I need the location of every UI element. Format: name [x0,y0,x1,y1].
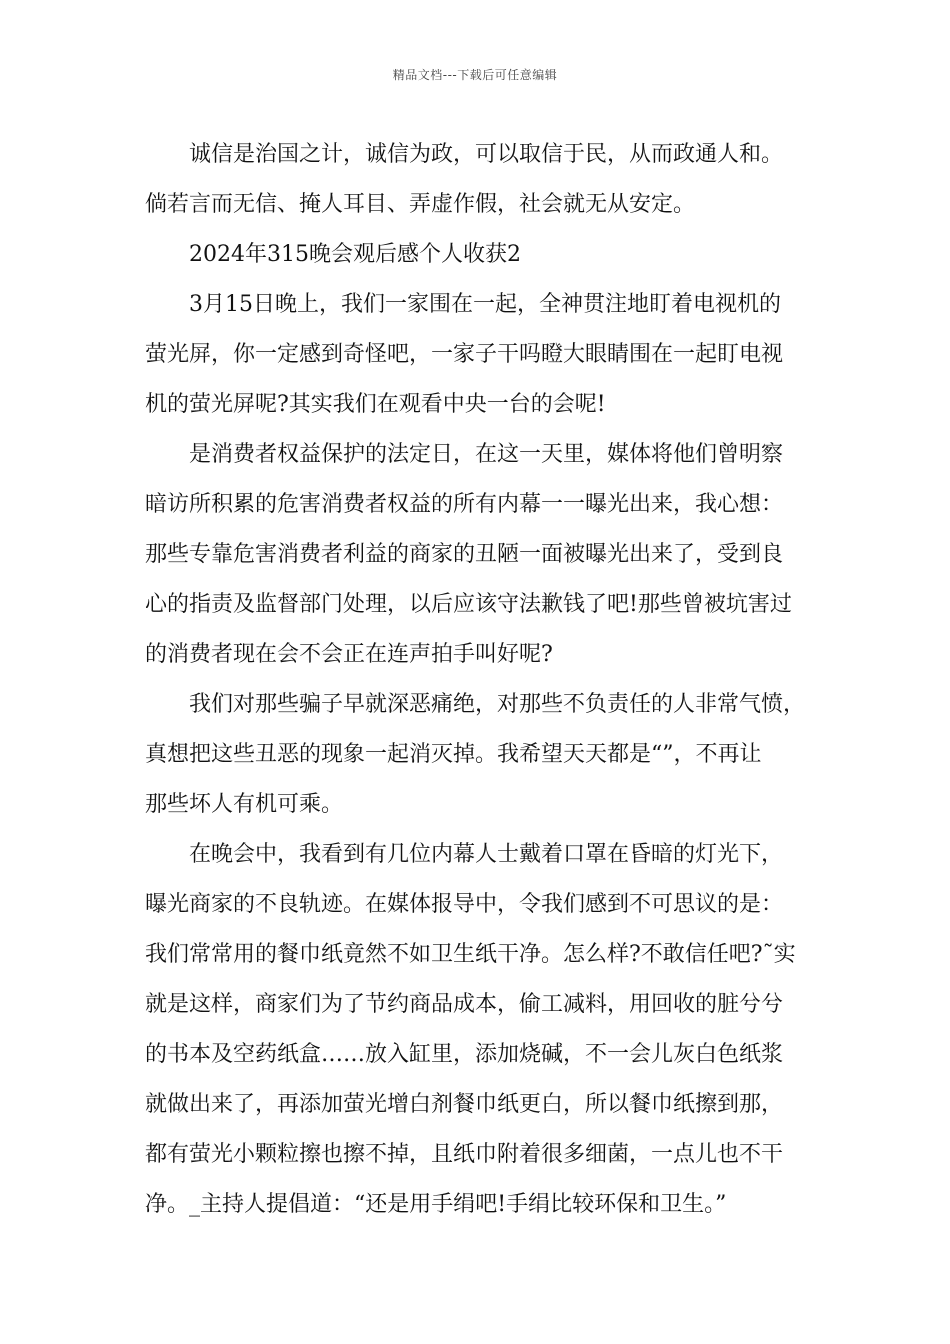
text-line: 净。_主持人提倡道：“还是用手绢吧!手绢比较环保和卫生。” [145,1192,727,1217]
text-line: 心的指责及监督部门处理，以后应该守法歉钱了吧!那些曾被坑害过 [145,592,792,617]
text-line: 的消费者现在会不会正在连声拍手叫好呢? [145,642,553,667]
text-line: 都有萤光小颗粒擦也擦不掉，且纸巾附着很多细菌，一点儿也不干 [145,1142,784,1167]
text-line: 的书本及空药纸盒……放入缸里，添加烧碱，不一会儿灰白色纸浆 [145,1042,784,1067]
text-line: 萤光屏，你一定感到奇怪吧，一家子干吗瞪大眼睛围在一起盯电视 [145,342,784,367]
text-line: 真想把这些丑恶的现象一起消灭掉。我希望天天都是“”，不再让 [145,742,762,767]
page-header: 精品文档---下载后可任意编辑 [392,68,558,82]
text-line: 倘若言而无信、掩人耳目、弄虚作假，社会就无从安定。 [145,192,696,217]
text-line: 诚信是治国之计，诚信为政，可以取信于民，从而政通人和。 [189,142,784,167]
text-line: 在晚会中，我看到有几位内幕人士戴着口罩在昏暗的灯光下， [189,842,784,867]
text-line: 那些坏人有机可乘。 [145,792,344,817]
text-line: 曝光商家的不良轨迹。在媒体报导中，令我们感到不可思议的是： [145,892,784,917]
text-line: 我们常常用的餐巾纸竟然不如卫生纸干净。怎么样?不敢信任吧?˜实 [145,942,796,967]
text-line: 就做出来了，再添加萤光增白剂餐巾纸更白，所以餐巾纸擦到那， [145,1092,784,1117]
text-line: 机的萤光屏呢?其实我们在观看中央一台的会呢! [145,392,606,417]
text-line: 是消费者权益保护的法定日，在这一天里，媒体将他们曾明察 [189,442,784,467]
text-line: 我们对那些骗子早就深恶痛绝，对那些不负责任的人非常气愤， [189,692,806,717]
text-line: 3月15日晚上，我们一家围在一起，全神贯注地盯着电视机的 [189,292,781,317]
text-line: 2024年315晚会观后感个人收获2 [189,242,521,267]
text-line: 那些专靠危害消费者利益的商家的丑陋一面被曝光出来了，受到良 [145,542,784,567]
text-line: 暗访所积累的危害消费者权益的所有内幕一一曝光出来，我心想： [145,492,784,517]
text-line: 就是这样，商家们为了节约商品成本，偷工减料，用回收的脏兮兮 [145,992,784,1017]
body-text [145,130,835,1230]
